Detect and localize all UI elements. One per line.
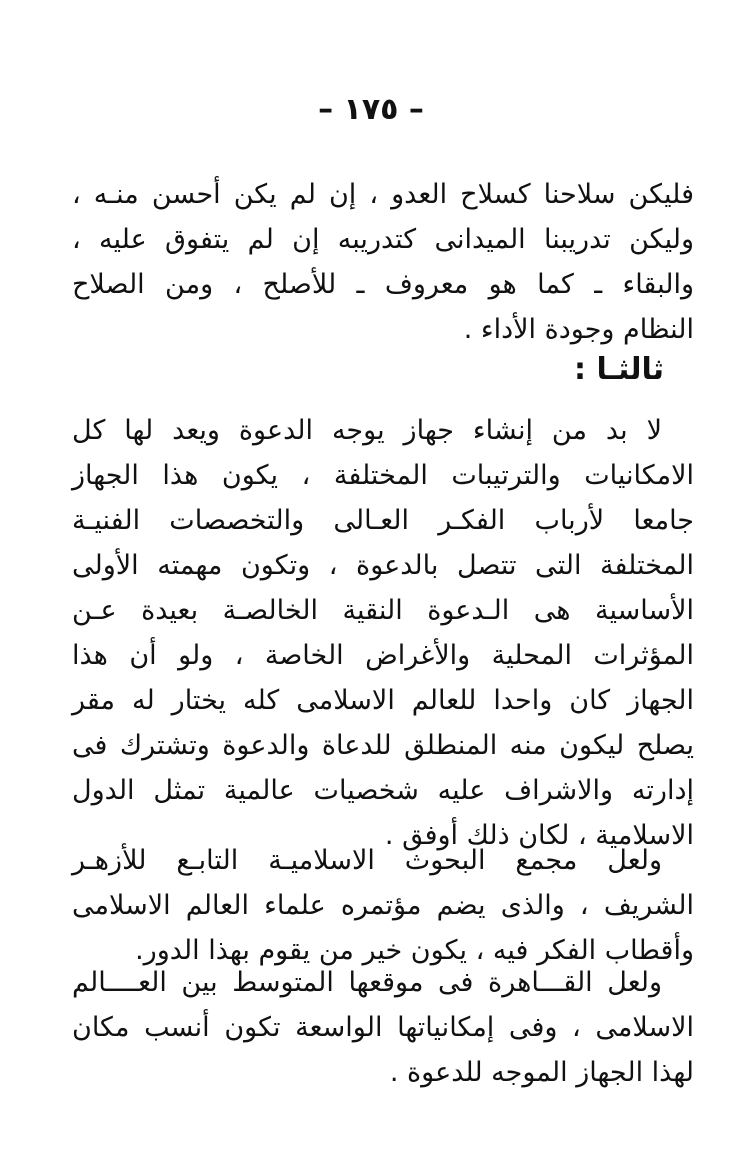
text-line: جامعا لأرباب الفكـر العـالى والتخصصات الفنيـة (72, 505, 694, 536)
text-line: الجهاز كان واحدا للعالم الاسلامى كله يختار له مقر (72, 685, 694, 716)
text-line: الامكانيات والترتيبات المختلفة ، يكون هذا الجهاز (72, 460, 694, 491)
paragraph-3 (72, 838, 694, 973)
text-line: والبقاء ـ كما هو معروف ـ للأصلح ، ومن الصلاح (72, 269, 694, 300)
text-line: النظام وجودة الأداء . (463, 314, 694, 345)
text-line: الاسلامى ، وفى إمكانياتها الواسعة تكون أنسب مكان (72, 1012, 694, 1043)
text-line: المختلفة التى تتصل بالدعوة ، وتكون مهمته الأولى (72, 550, 694, 581)
page-number: – ١٧٥ – (318, 92, 424, 127)
text-line: يصلح ليكون منه المنطلق للدعاة والدعوة وتشترك فى (72, 730, 694, 761)
paragraph-1 (72, 172, 694, 352)
text-line: ولعل مجمع البحوث الاسلاميـة التابـع للأزهـر (72, 845, 662, 876)
paragraph-4 (72, 960, 694, 1095)
text-line: الأساسية هى الـدعوة النقية الخالصـة بعيدة عـن (72, 595, 694, 626)
text-line: المؤثرات المحلية والأغراض الخاصة ، ولو أن هذا (72, 640, 694, 671)
text-line: إدارته والاشراف عليه شخصيات عالمية تمثل الدول (72, 775, 694, 806)
text-line: لهذا الجهاز الموجه للدعوة . (389, 1057, 694, 1088)
paragraph-2 (72, 408, 694, 858)
text-line: الاسلامية ، لكان ذلك أوفق . (384, 820, 694, 851)
section-heading: ثالثـا : (574, 352, 664, 387)
text-line: وأقطاب الفكر فيه ، يكون خير من يقوم بهذا الدور. (135, 935, 694, 966)
text-line: وليكن تدريبنا الميدانى كتدريبه إن لم يتفوق عليه ، (72, 224, 694, 255)
text-line: الشريف ، والذى يضم مؤتمره علماء العالم الاسلامى (72, 890, 694, 921)
text-line: فليكن سلاحنا كسلاح العدو ، إن لم يكن أحسن منـه ، (72, 179, 694, 210)
text-line: لا بد من إنشاء جهاز يوجه الدعوة ويعد لها كل (72, 415, 662, 446)
text-line: ولعل القـــاهرة فى موقعها المتوسط بين العــــالم (72, 967, 662, 998)
